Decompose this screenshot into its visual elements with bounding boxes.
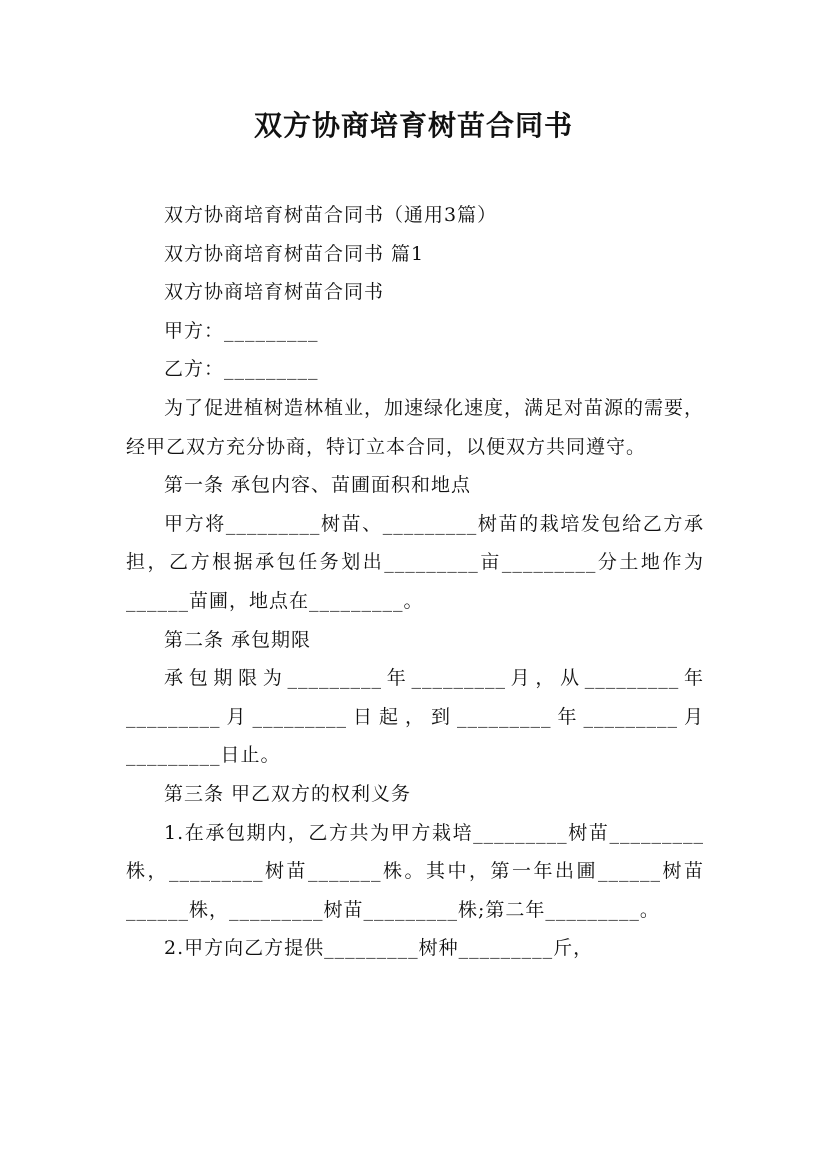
paragraph-party-a: 甲方：_________ xyxy=(164,319,319,342)
paragraph-article-3-item-1: 1.在承包期内，乙方共为甲方栽培_________树苗_________株，_________树苗_______株。其中，第一年出圃______树苗______株，_________树苗_________株;第二年_________。 xyxy=(126,821,704,921)
paragraph-subtitle: 双方协商培育树苗合同书（通用3篇） xyxy=(164,204,498,226)
paragraph-article-1-heading: 第一条 承包内容、苗圃面积和地点 xyxy=(164,474,472,497)
paragraph-article-1-body: 甲方将_________树苗、_________树苗的栽培发包给乙方承担，乙方根据承包任务划出_________亩_________分土地作为______苗圃，地点在_________。 xyxy=(126,512,704,612)
paragraph-section-heading: 双方协商培育树苗合同书 篇1 xyxy=(164,242,425,265)
document-title: 双方协商培育树苗合同书 xyxy=(253,109,573,142)
paragraph-party-b: 乙方：_________ xyxy=(164,358,319,381)
paragraph-article-3-item-2: 2.甲方向乙方提供_________树种_________斤， xyxy=(164,937,594,960)
paragraph-preamble: 为了促进植树造林植业，加速绿化速度，满足对苗源的需要，经甲乙双方充分协商，特订立本合同，以便双方共同遵守。 xyxy=(126,396,705,458)
paragraph-article-3-heading: 第三条 甲乙双方的权利义务 xyxy=(164,782,412,805)
paragraph-article-2-heading: 第二条 承包期限 xyxy=(164,628,312,651)
paragraph-contract-name: 双方协商培育树苗合同书 xyxy=(164,281,385,304)
paragraph-article-2-body: 承包期限为_________年_________月，从_________年_________月_________日起，到_________年_________月_________日止。 xyxy=(126,667,704,767)
document-body xyxy=(126,196,704,968)
